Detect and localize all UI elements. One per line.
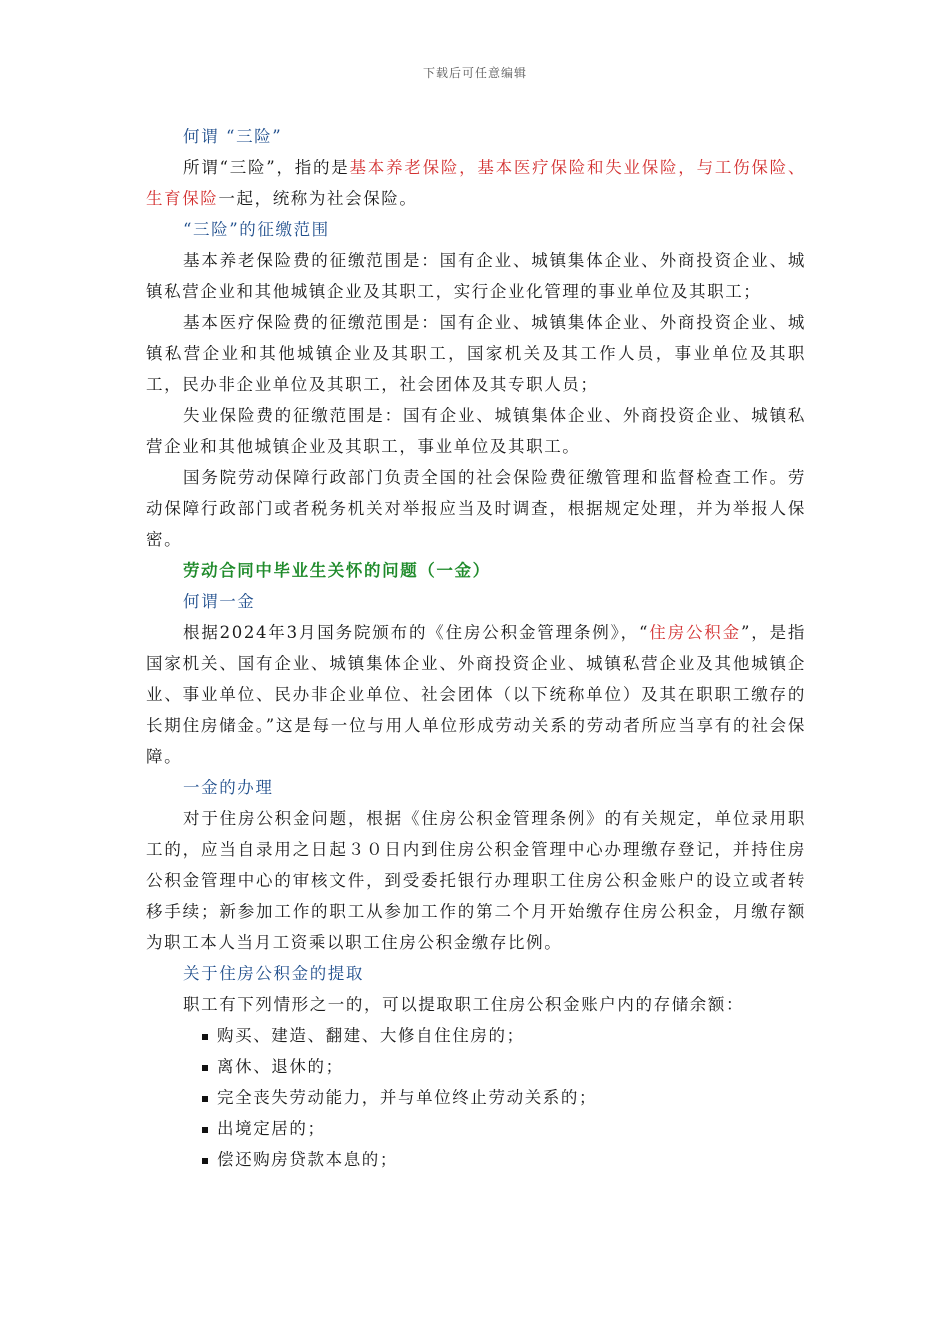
list-item: [202, 1113, 806, 1144]
list-item: [202, 1051, 806, 1082]
withdraw-intro: 职工有下列情形之一的，可以提取职工住房公积金账户内的存储余额：: [183, 995, 745, 1014]
list-item-text: 离休、退休的；: [217, 1057, 344, 1076]
list-item-text: 购买、建造、翻建、大修自住住房的；: [217, 1026, 525, 1045]
yijin-heading: 何谓一金: [183, 592, 256, 611]
list-item-text: 出境定居的；: [217, 1119, 326, 1138]
yijin-handle-heading: 一金的办理: [183, 778, 274, 797]
supervision-paragraph: 国务院劳动保障行政部门负责全国的社会保险费征缴管理和监督检查工作。劳动保障行政部门或者税务机关对举报应当及时调查，根据规定处理，并为举报人保密。: [146, 468, 806, 549]
yijin-section-heading: 劳动合同中毕业生关怀的问题（一金）: [183, 561, 491, 580]
document-body: [146, 121, 806, 1175]
scope-unemployment: 失业保险费的征缴范围是：国有企业、城镇集体企业、外商投资企业、城镇私营企业和其他城镇企业及其职工，事业单位及其职工。: [146, 406, 806, 456]
yijin-handle-paragraph: 对于住房公积金问题，根据《住房公积金管理条例》的有关规定，单位录用职工的，应当自录用之日起３０日内到住房公积金管理中心办理缴存登记，并持住房公积金管理中心的审核文件，到受委托银行办理职工住房公积金账户的设立或者转移手续；新参加工作的职工从参加工作的第二个月开始缴存住房公积金，月缴存额为职工本人当月工资乘以职工住房公积金缴存比例。: [146, 809, 806, 952]
yijin-definition: [146, 617, 806, 772]
yijin-def-highlight: 住房公积金: [649, 623, 741, 642]
list-item: [202, 1144, 806, 1175]
bullet-icon: [202, 1158, 208, 1164]
sanxian-def-text-2: 一起，统称为社会保险。: [218, 189, 418, 208]
scope-pension: 基本养老保险费的征缴范围是：国有企业、城镇集体企业、外商投资企业、城镇私营企业和其他城镇企业及其职工，实行企业化管理的事业单位及其职工；: [146, 251, 806, 301]
page-header: 下载后可任意编辑: [422, 66, 527, 80]
scope-heading: “三险”的征缴范围: [183, 220, 330, 239]
withdraw-heading: 关于住房公积金的提取: [183, 964, 364, 983]
list-item: [202, 1020, 806, 1051]
bullet-icon: [202, 1065, 208, 1071]
list-item-text: 完全丧失劳动能力，并与单位终止劳动关系的；: [217, 1088, 598, 1107]
list-item-text: 偿还购房贷款本息的；: [217, 1150, 398, 1169]
scope-medical: 基本医疗保险费的征缴范围是：国有企业、城镇集体企业、外商投资企业、城镇私营企业和其他城镇企业及其职工，国家机关及其工作人员，事业单位及其职工，民办非企业单位及其职工，社会团体及其专职人员；: [146, 313, 806, 394]
bullet-icon: [202, 1096, 208, 1102]
sanxian-def-highlight: 基本养老保险，基本医疗保险和失业保险，与工伤保险、生育保险: [146, 158, 807, 208]
sanxian-heading: 何谓 “三险”: [183, 127, 283, 146]
list-item: [202, 1082, 806, 1113]
sanxian-def-text-1: 所谓“三险”，指的是: [183, 158, 350, 177]
withdraw-list: [146, 1020, 806, 1175]
yijin-def-text-2: ”，是指国家机关、国有企业、城镇集体企业、外商投资企业、城镇私营企业及其他城镇企业、事业单位、民办非企业单位、社会团体（以下统称单位）及其在职职工缴存的长期住房储金。”这是每一位与用人单位形成劳动关系的劳动者所应当享有的社会保障。: [146, 623, 807, 766]
bullet-icon: [202, 1034, 208, 1040]
yijin-def-text-1: 根据2024年3月国务院颁布的《住房公积金管理条例》，“: [183, 623, 650, 642]
sanxian-definition: [146, 152, 806, 214]
bullet-icon: [202, 1127, 208, 1133]
